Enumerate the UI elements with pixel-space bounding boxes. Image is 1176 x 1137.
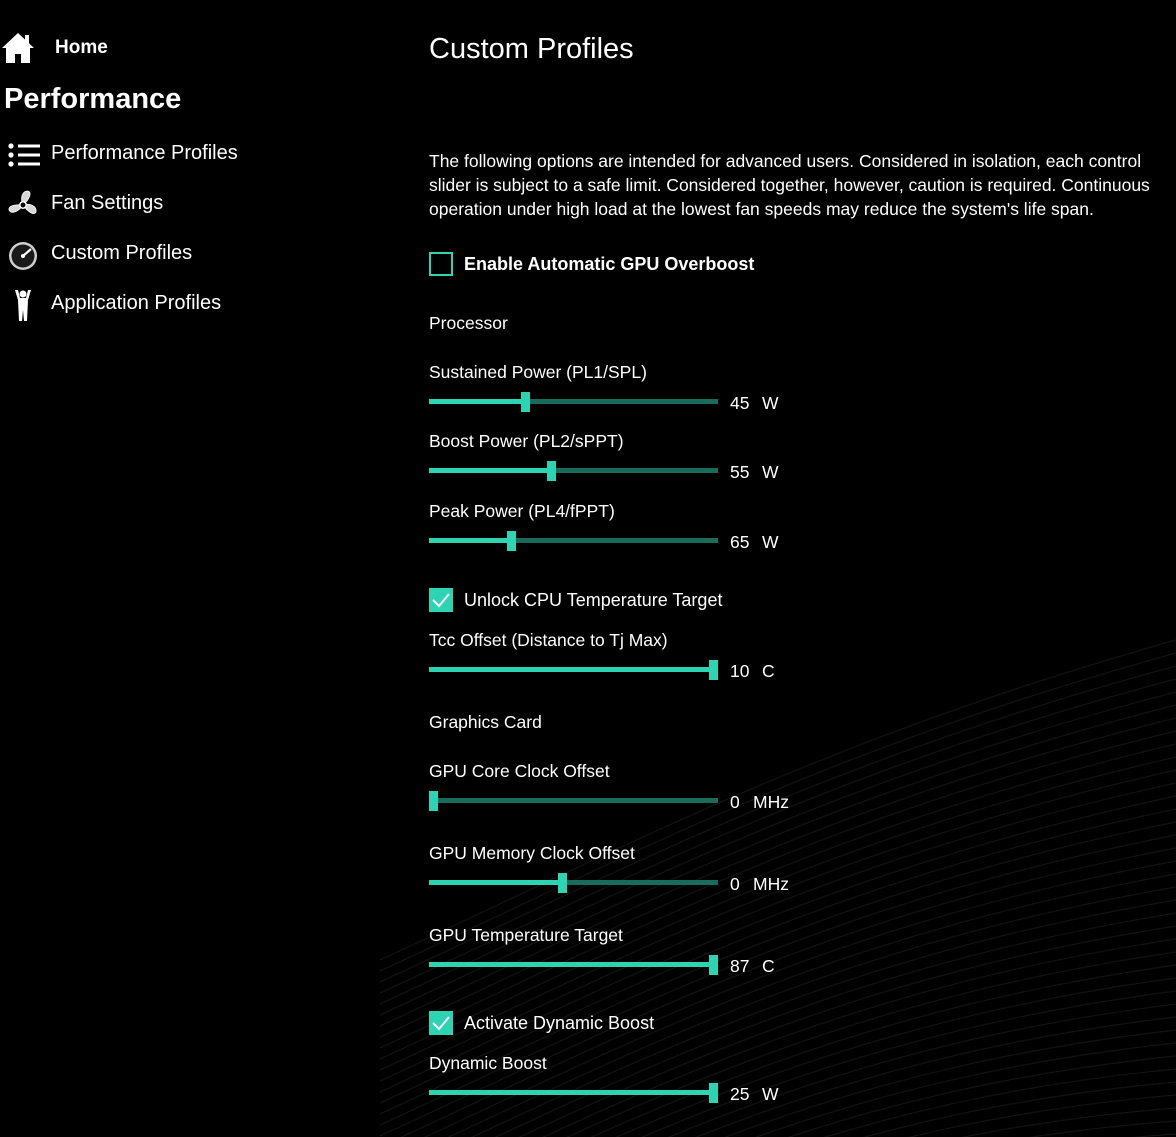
sidebar-item-fan-settings[interactable] <box>0 184 380 224</box>
peak-power-value: 65 <box>730 532 750 552</box>
gpu-temp-target-slider[interactable] <box>429 954 719 976</box>
gpu-temp-target-label: GPU Temperature Target <box>429 925 623 945</box>
boost-power-label: Boost Power (PL2/sPPT) <box>429 431 624 451</box>
slider-fill <box>429 538 512 543</box>
unlock-cpu-temp-label: Unlock CPU Temperature Target <box>464 590 723 610</box>
tcc-offset-value: 10 <box>730 661 750 681</box>
tcc-offset-label: Tcc Offset (Distance to Tj Max) <box>429 630 668 650</box>
home-button[interactable] <box>0 30 108 66</box>
list-icon <box>6 138 40 172</box>
slider-track <box>429 798 718 803</box>
gpu-core-clock-value: 0 <box>730 792 740 812</box>
slider-thumb[interactable] <box>709 955 718 975</box>
gpu-temp-target-unit: C <box>762 956 775 976</box>
dynamic-boost-checkbox[interactable] <box>429 1011 453 1035</box>
slider-thumb[interactable] <box>429 791 438 811</box>
gpu-memory-clock-label: GPU Memory Clock Offset <box>429 843 635 863</box>
peak-power-unit: W <box>762 532 779 552</box>
dynamic-boost-label: Dynamic Boost <box>429 1053 547 1073</box>
sidebar-item-application-profiles[interactable] <box>0 284 380 324</box>
tcc-offset-unit: C <box>762 661 775 681</box>
gpu-memory-clock-slider[interactable] <box>429 872 719 894</box>
person-icon <box>6 288 40 322</box>
slider-fill <box>429 399 526 404</box>
peak-power-slider[interactable] <box>429 530 719 552</box>
gpu-core-clock-slider[interactable] <box>429 790 719 812</box>
boost-power-value: 55 <box>730 462 750 482</box>
fan-icon <box>6 188 40 222</box>
sidebar-item-label: Performance Profiles <box>51 142 238 164</box>
background-wave-line <box>380 1121 1176 1137</box>
dynamic-boost-toggle-label: Activate Dynamic Boost <box>464 1013 655 1033</box>
background-wave-line <box>380 965 1176 1137</box>
boost-power-slider[interactable] <box>429 460 719 482</box>
slider-thumb[interactable] <box>507 531 516 551</box>
sustained-power-value: 45 <box>730 393 750 413</box>
slider-fill <box>429 1090 714 1095</box>
background-wave-line <box>380 952 1176 1137</box>
gpu-overboost-label: Enable Automatic GPU Overboost <box>464 254 755 274</box>
sidebar-item-performance-profiles[interactable] <box>0 134 380 174</box>
slider-fill <box>429 880 563 885</box>
gpu-memory-clock-unit: MHz <box>753 874 789 894</box>
graphics-card-heading: Graphics Card <box>429 712 542 732</box>
sustained-power-unit: W <box>762 393 779 413</box>
slider-thumb[interactable] <box>709 1083 718 1103</box>
gpu-core-clock-label: GPU Core Clock Offset <box>429 761 610 781</box>
slider-fill <box>429 667 714 672</box>
checkmark-icon <box>431 591 451 609</box>
sidebar-item-label: Application Profiles <box>51 292 222 314</box>
gpu-overboost-checkbox[interactable] <box>429 252 453 276</box>
description-text: The following options are intended for advanced users. Considered in isolation, each control slider is subject to a safe limit. Considered together, however, caution is required. Continuous operation under high load at the lowest fan speeds may reduce the system's life span. <box>429 151 1150 219</box>
dynamic-boost-value: 25 <box>730 1084 750 1104</box>
home-icon <box>0 30 36 66</box>
background-wave-line <box>380 1017 1176 1137</box>
gpu-memory-clock-value: 0 <box>730 874 740 894</box>
sidebar-item-label: Custom Profiles <box>51 242 193 264</box>
dynamic-boost-slider[interactable] <box>429 1082 719 1104</box>
background-wave-line <box>380 1108 1176 1137</box>
unlock-cpu-temp-checkbox[interactable] <box>429 588 453 612</box>
gpu-core-clock-unit: MHz <box>753 792 789 812</box>
section-title: Performance <box>4 83 182 115</box>
slider-fill <box>429 468 552 473</box>
slider-thumb[interactable] <box>547 461 556 481</box>
sidebar-item-label: Fan Settings <box>51 192 164 214</box>
peak-power-label: Peak Power (PL4/fPPT) <box>429 501 615 521</box>
slider-thumb[interactable] <box>558 873 567 893</box>
boost-power-unit: W <box>762 462 779 482</box>
sustained-power-slider[interactable] <box>429 391 719 413</box>
processor-heading: Processor <box>429 313 508 333</box>
home-label: Home <box>55 37 108 58</box>
slider-fill <box>429 962 714 967</box>
gpu-temp-target-value: 87 <box>730 956 750 976</box>
sidebar-item-custom-profiles[interactable] <box>0 234 380 274</box>
dynamic-boost-unit: W <box>762 1084 779 1104</box>
page-title: Custom Profiles <box>429 33 634 65</box>
slider-thumb[interactable] <box>521 392 530 412</box>
tcc-offset-slider[interactable] <box>429 659 719 681</box>
checkmark-icon <box>431 1014 451 1032</box>
slider-thumb[interactable] <box>709 660 718 680</box>
speedometer-icon <box>6 238 40 272</box>
sustained-power-label: Sustained Power (PL1/SPL) <box>429 362 647 382</box>
